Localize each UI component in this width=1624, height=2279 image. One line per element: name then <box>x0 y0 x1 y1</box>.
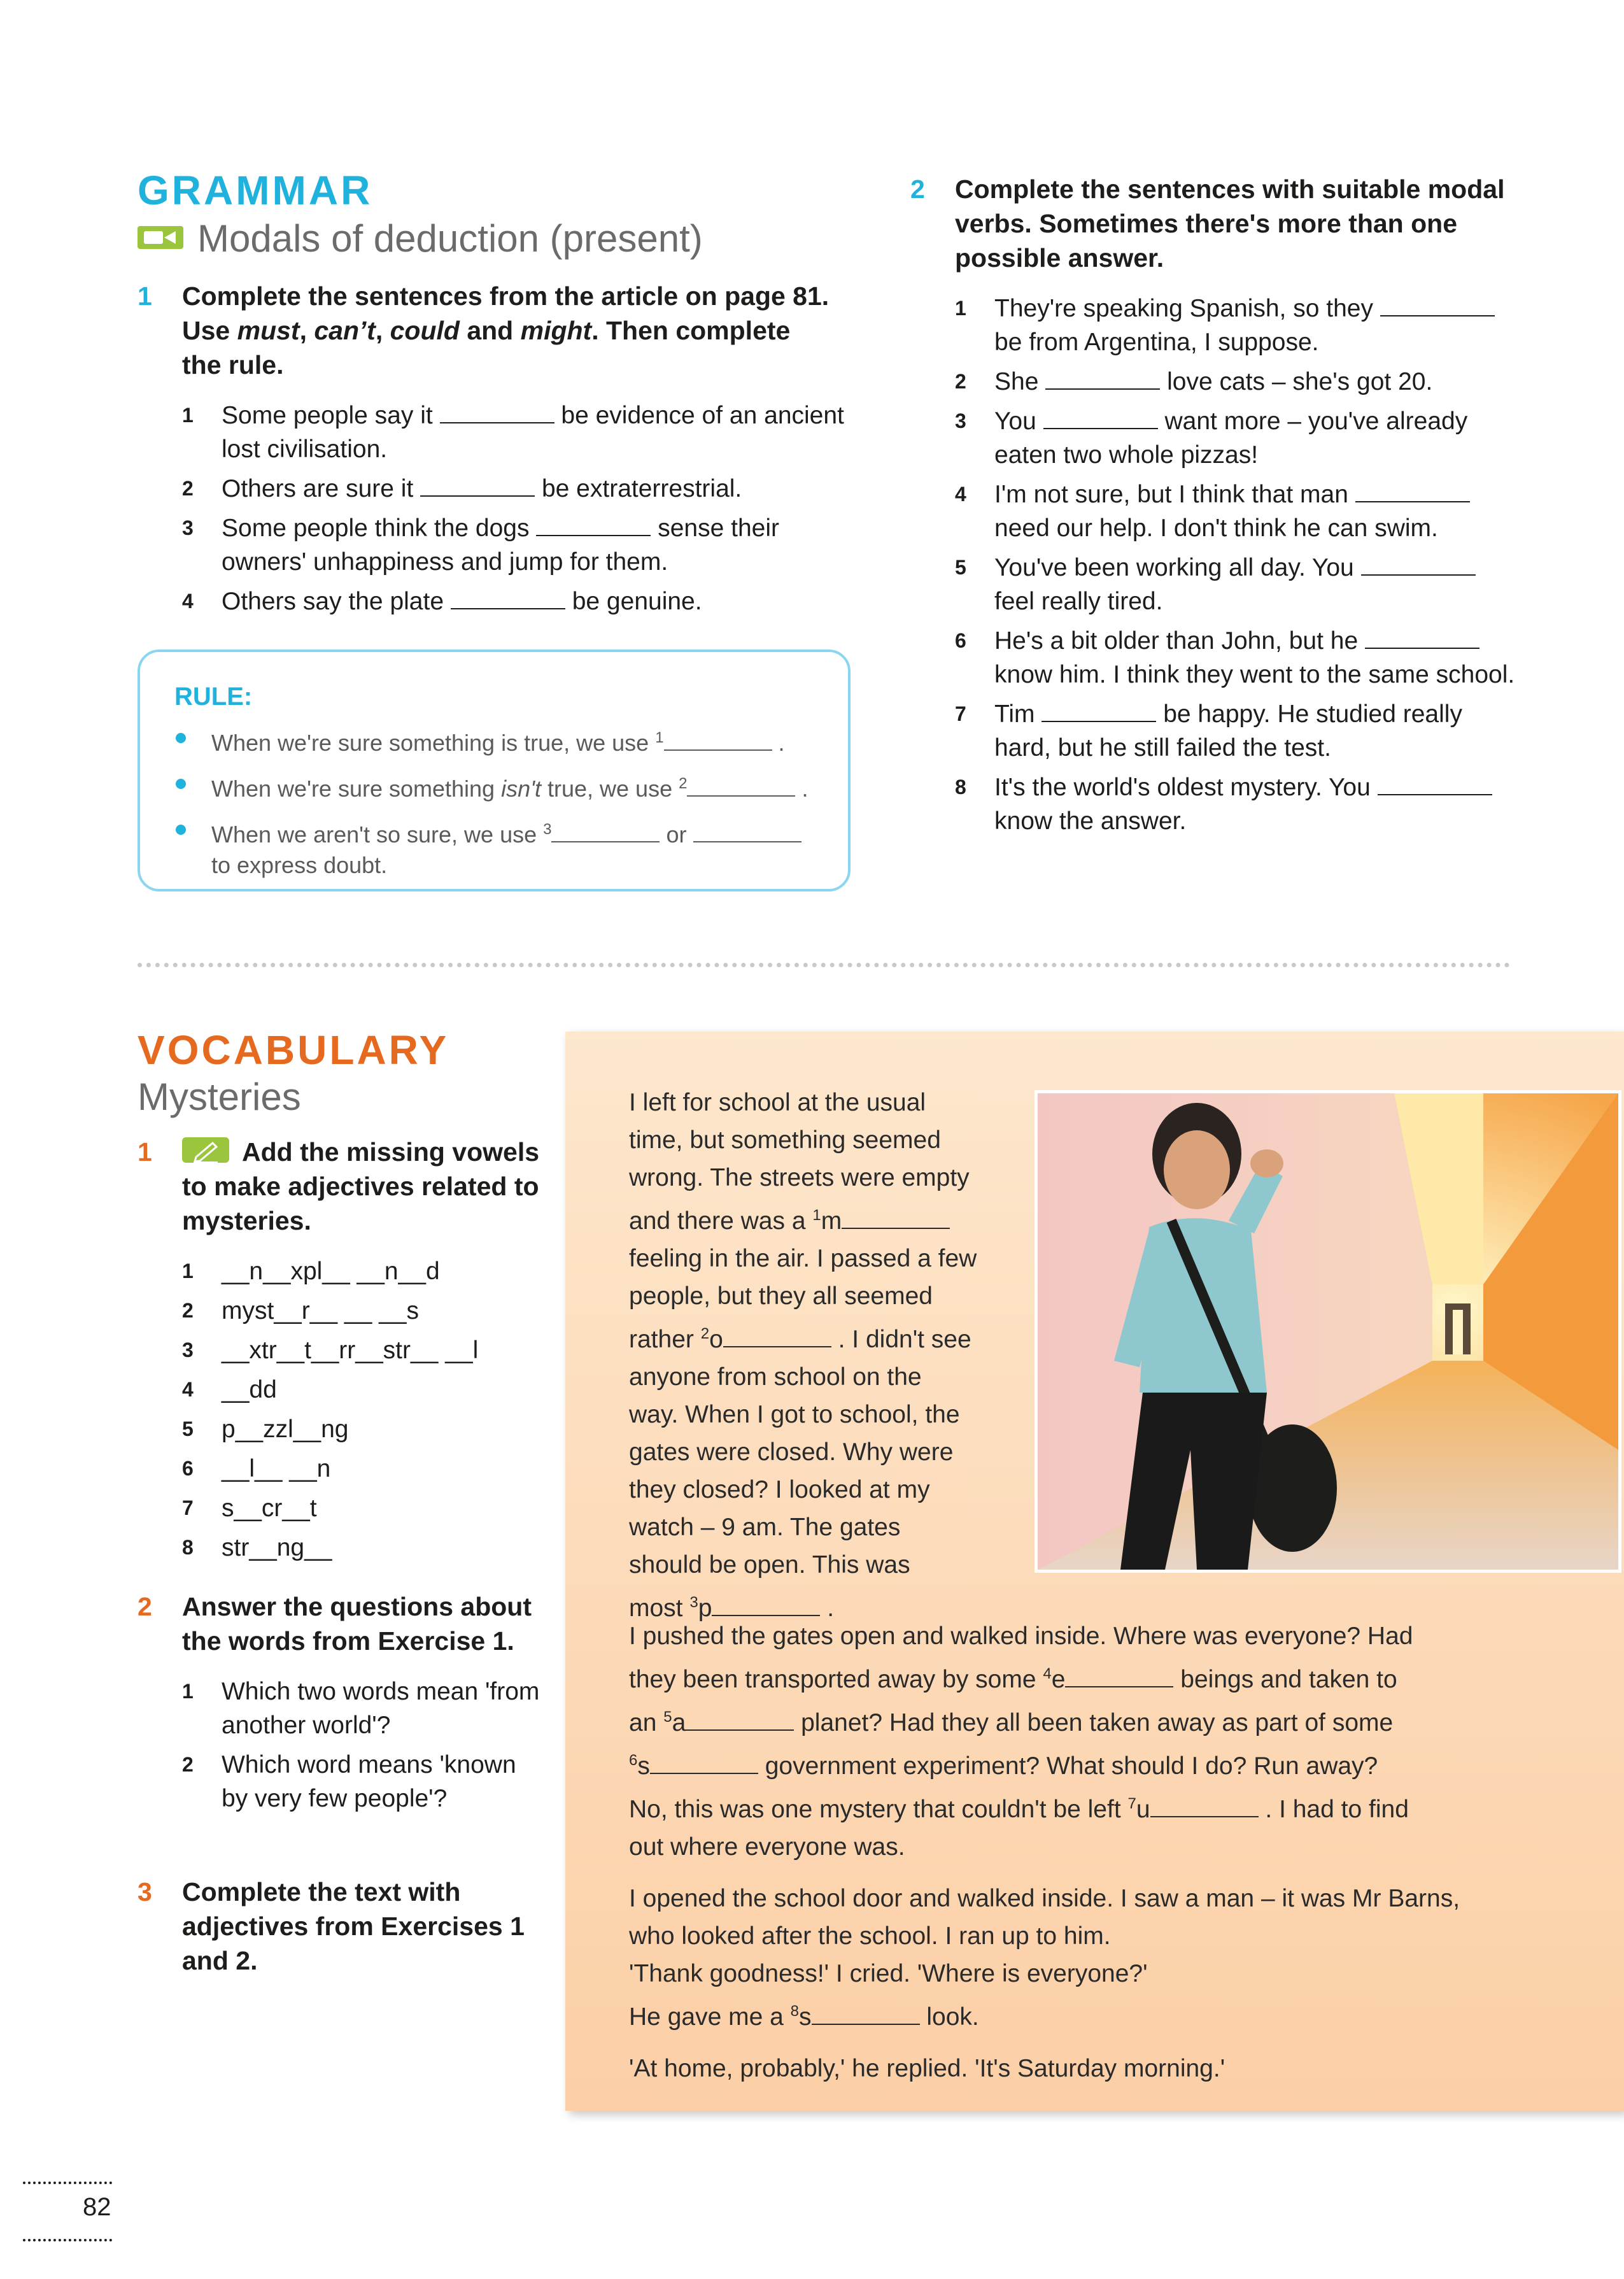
story-line: an $^5$a planet? Had they all been taken away as part of some <box>629 1708 1394 1736</box>
item-text: feel really tired. <box>994 588 1163 615</box>
exercise-number: 2 <box>910 174 925 204</box>
exercise-item <box>910 365 1522 399</box>
answer-blank[interactable] <box>842 1209 950 1229</box>
page-number-bottom-rule <box>23 2239 112 2241</box>
story-body <box>629 1617 1584 2087</box>
story-line: No, this was one mystery that couldn't be left $^7$u . I had to find <box>629 1795 1409 1823</box>
pencil-icon <box>182 1137 229 1163</box>
story-line: out where everyone was. <box>629 1833 905 1861</box>
answer-blank[interactable] <box>1043 406 1158 429</box>
rule-list <box>174 723 816 881</box>
item-text: p__zzl__ng <box>222 1416 349 1443</box>
item-number: 3 <box>955 409 966 432</box>
exercise-item <box>910 292 1522 359</box>
hallway-boy-illustration <box>1038 1093 1618 1570</box>
item-text: Tim <box>994 700 1035 728</box>
story-line: wrong. The streets were empty <box>629 1164 970 1191</box>
item-text: myst__r__ __ __s <box>222 1297 420 1324</box>
vocab-exercise-3 <box>138 1875 545 1978</box>
exercise-item <box>910 551 1522 618</box>
item-number: 1 <box>955 297 966 320</box>
item-text: be evidence of an ancient lost civilisation. <box>222 402 844 463</box>
story-line: gates were closed. Why were <box>629 1438 954 1466</box>
answer-blank[interactable] <box>420 474 535 497</box>
item-number: 7 <box>955 702 966 725</box>
answer-blank[interactable] <box>1045 367 1160 390</box>
story-line: they been transported away by some $^4$e beings and taken to <box>629 1665 1397 1693</box>
answer-blank[interactable] <box>1380 294 1495 316</box>
item-text: They're speaking Spanish, so they <box>994 295 1373 322</box>
story-paragraph <box>629 1617 1584 1866</box>
exercise-number: 1 <box>138 281 152 311</box>
page-number: 82 <box>83 2193 111 2221</box>
item-text: I'm not sure, but I think that man <box>994 481 1348 508</box>
grammar-subtitle-row <box>138 217 703 260</box>
vocabulary-subtitle: Mysteries <box>138 1076 301 1118</box>
exercise-item <box>910 770 1522 838</box>
exercise-item <box>138 1333 545 1367</box>
story-photo <box>1034 1090 1621 1573</box>
answer-blank[interactable] <box>1355 479 1470 502</box>
item-text: be from Argentina, I suppose. <box>994 329 1319 356</box>
item-text: Which word means 'known by very few people'? <box>222 1751 516 1812</box>
answer-blank[interactable] <box>1365 626 1479 649</box>
item-text: You <box>994 408 1036 435</box>
answer-blank[interactable] <box>1065 1667 1173 1687</box>
exercise-instruction: Complete the text with adjectives from Exercises 1 and 2. <box>182 1877 525 1975</box>
answer-blank[interactable] <box>1150 1797 1259 1817</box>
grammar-ex1-items <box>138 399 870 618</box>
story-line: I left for school at the usual <box>629 1089 926 1116</box>
rule-title: RULE: <box>174 683 253 711</box>
answer-blank[interactable] <box>551 822 660 842</box>
item-number: 5 <box>955 556 966 579</box>
rule-box <box>138 650 851 891</box>
story-line: rather $^2$o . I didn't see <box>629 1325 971 1353</box>
item-number: 5 <box>182 1417 194 1440</box>
item-text: Some people think the dogs <box>222 515 530 542</box>
item-number: 4 <box>182 1378 194 1401</box>
answer-blank[interactable] <box>687 776 795 797</box>
grammar-exercise-1 <box>138 279 870 624</box>
item-text: Others are sure it <box>222 475 414 502</box>
story-line: feeling in the air. I passed a few <box>629 1245 977 1272</box>
exercise-item <box>138 1373 545 1407</box>
item-text: __xtr__t__rr__str__ __l <box>222 1337 479 1364</box>
answer-blank[interactable] <box>712 1596 820 1616</box>
item-number: 1 <box>182 1260 194 1282</box>
answer-blank[interactable] <box>723 1327 831 1347</box>
exercise-number: 2 <box>138 1592 152 1621</box>
answer-blank[interactable] <box>1361 553 1476 576</box>
grammar-ex2-items <box>910 292 1522 838</box>
item-text: __n__xpl__ __n__d <box>222 1258 440 1285</box>
exercise-item <box>138 1531 545 1565</box>
story-line: $^6$s government experiment? What should I do? Run away? <box>629 1752 1378 1780</box>
story-line: most $^3$p . <box>629 1594 835 1622</box>
item-number: 8 <box>182 1536 194 1559</box>
answer-blank[interactable] <box>1378 772 1492 795</box>
rule-item: When we aren't so sure, we use $^3$ or to express doubt. <box>174 814 816 881</box>
vocab-ex1-items <box>138 1254 545 1565</box>
item-text: be genuine. <box>572 588 702 615</box>
item-text: str__ng__ <box>222 1534 332 1561</box>
answer-blank[interactable] <box>664 730 772 751</box>
item-text: be extraterrestrial. <box>541 475 742 502</box>
exercise-instruction: Complete the sentences from the article on page 81. Use must, can’t, could and might. Then complete the rule. <box>182 281 830 380</box>
item-number: 8 <box>955 776 966 799</box>
item-text: need our help. I don't think he can swim. <box>994 515 1438 542</box>
story-line: way. When I got to school, the <box>629 1401 960 1428</box>
item-number: 2 <box>182 477 194 500</box>
exercise-item <box>138 1254 545 1288</box>
story-line: should be open. This was <box>629 1551 910 1579</box>
page-number-top-rule <box>23 2182 112 2184</box>
story-column <box>629 1084 1036 1627</box>
exercise-item <box>910 624 1522 692</box>
story-paragraph <box>629 1880 1584 2036</box>
item-text: want more – you've already eaten two whole pizzas! <box>994 408 1468 469</box>
vocab-ex2-items <box>138 1675 545 1815</box>
story-line: He gave me a $^8$s look. <box>629 2003 979 2031</box>
exercise-instruction: Complete the sentences with suitable modal verbs. Sometimes there's more than one possible answer. <box>955 174 1505 273</box>
item-text: know him. I think they went to the same school. <box>994 661 1515 688</box>
item-text: Others say the plate <box>222 588 444 615</box>
story-line: 'Thank goodness!' I cried. 'Where is everyone?' <box>629 1960 1148 1987</box>
item-number: 2 <box>182 1299 194 1322</box>
exercise-item <box>910 478 1522 545</box>
answer-blank[interactable] <box>536 513 651 536</box>
story-line: time, but something seemed <box>629 1126 941 1154</box>
story-line: I opened the school door and walked inside. I saw a man – it was Mr Barns, <box>629 1885 1460 1912</box>
video-icon <box>138 225 183 250</box>
item-text: s__cr__t <box>222 1494 317 1522</box>
story-line: and there was a $^1$m <box>629 1196 1036 1240</box>
rule-item: When we're sure something is true, we use $^1$ . <box>174 723 816 758</box>
exercise-item <box>138 1675 545 1742</box>
story-line: who looked after the school. I ran up to him. <box>629 1922 1111 1950</box>
item-number: 1 <box>182 404 194 427</box>
item-text: love cats – she's got 20. <box>1167 368 1433 395</box>
item-number: 4 <box>955 483 966 506</box>
story-line: people, but they all seemed <box>629 1282 933 1310</box>
vocabulary-title: VOCABULARY <box>138 1027 449 1073</box>
item-number: 3 <box>182 516 194 539</box>
item-text: You've been working all day. You <box>994 554 1354 581</box>
exercise-item <box>138 1412 545 1446</box>
exercise-number: 1 <box>138 1137 152 1167</box>
answer-blank[interactable] <box>440 401 554 423</box>
answer-blank[interactable] <box>451 586 565 609</box>
item-text: He's a bit older than John, but he <box>994 627 1359 655</box>
item-number: 7 <box>182 1496 194 1519</box>
section-divider <box>138 963 1510 967</box>
item-text: know the answer. <box>994 807 1187 835</box>
exercise-item <box>138 1452 545 1486</box>
rule-item: When we're sure something isn't true, we use $^2$ . <box>174 769 816 804</box>
exercise-item <box>138 585 870 618</box>
item-text: Some people say it <box>222 402 433 429</box>
exercise-number: 3 <box>138 1877 152 1906</box>
story-line: they closed? I looked at my <box>629 1476 930 1503</box>
answer-blank[interactable] <box>686 1710 794 1731</box>
answer-blank[interactable] <box>812 2005 920 2025</box>
item-number: 6 <box>955 629 966 652</box>
item-number: 6 <box>182 1457 194 1480</box>
story-line: I pushed the gates open and walked inside. Where was everyone? Had <box>629 1622 1413 1650</box>
exercise-item <box>138 1294 545 1328</box>
item-text: It's the world's oldest mystery. You <box>994 774 1371 801</box>
item-text: Which two words mean 'from another world'? <box>222 1678 540 1739</box>
exercise-item <box>138 1748 545 1815</box>
item-number: 2 <box>955 370 966 393</box>
exercise-item <box>138 399 870 466</box>
vocab-exercise-2 <box>138 1589 545 1821</box>
item-text: __dd <box>222 1376 277 1403</box>
item-text: She <box>994 368 1039 395</box>
story-line: watch – 9 am. The gates <box>629 1514 901 1541</box>
exercise-item <box>910 697 1522 765</box>
item-number: 4 <box>182 590 194 613</box>
item-text: __l__ __n <box>222 1455 331 1482</box>
exercise-item <box>910 404 1522 472</box>
item-text: be happy. He studied really hard, but he still failed the test. <box>994 700 1462 762</box>
item-text: sense their owners' unhappiness and jump for them. <box>222 515 779 576</box>
exercise-item <box>138 472 870 506</box>
exercise-instruction: Add the missing vowels to make adjectives related to mysteries. <box>182 1137 540 1235</box>
item-number: 2 <box>182 1753 194 1776</box>
story-paragraph: 'At home, probably,' he replied. 'It's Saturday morning.' <box>629 2055 1225 2082</box>
answer-blank[interactable] <box>650 1754 758 1774</box>
answer-blank[interactable] <box>693 822 801 842</box>
vocab-exercise-1 <box>138 1135 545 1570</box>
item-number: 1 <box>182 1680 194 1703</box>
exercise-instruction: Answer the questions about the words from Exercise 1. <box>182 1592 532 1656</box>
exercise-item <box>138 511 870 579</box>
exercise-item <box>138 1491 545 1525</box>
grammar-exercise-2 <box>910 172 1522 844</box>
item-number: 3 <box>182 1338 194 1361</box>
grammar-subtitle: Modals of deduction (present) <box>197 217 703 260</box>
answer-blank[interactable] <box>1041 699 1156 722</box>
story-line: anyone from school on the <box>629 1363 922 1391</box>
grammar-title: GRAMMAR <box>138 167 373 213</box>
